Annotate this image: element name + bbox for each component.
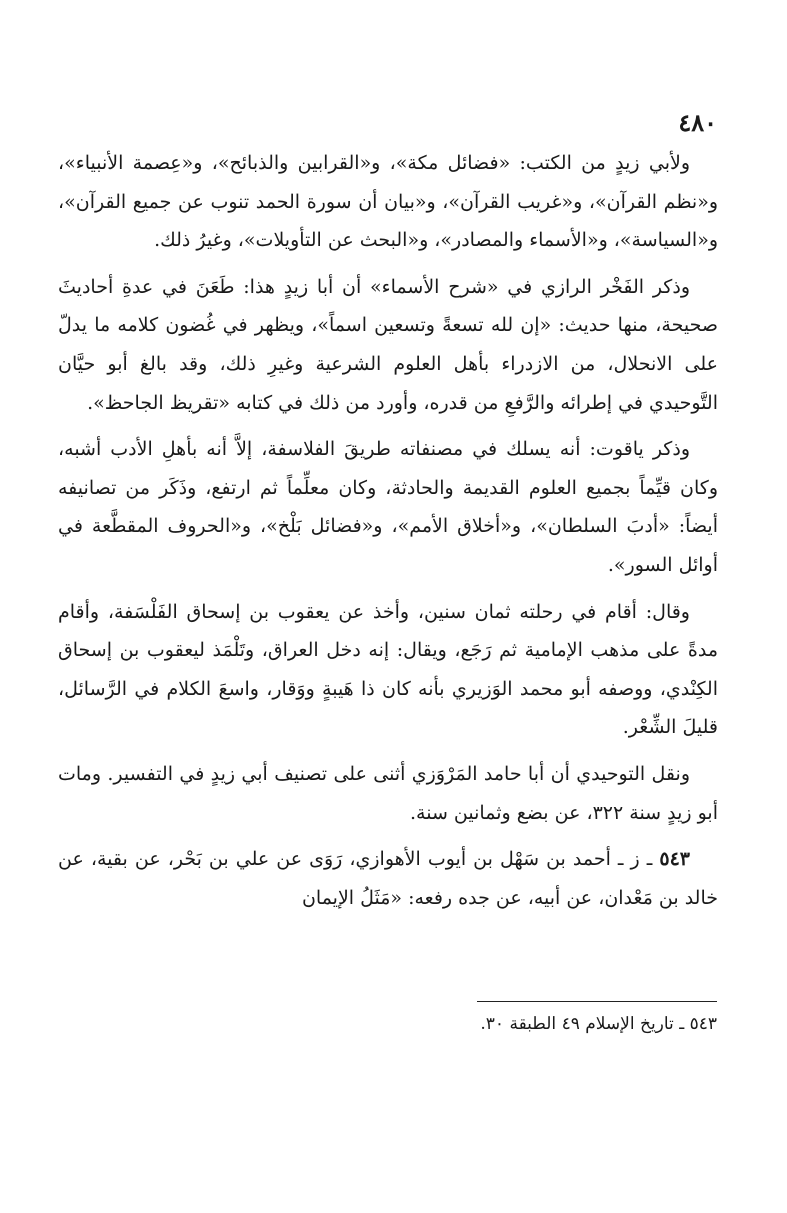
paragraph-death: ونقل التوحيدي أن أبا حامد المَرْوَزي أثنى على تصنيف أبي زيدٍ في التفسير. ومات أبو زيدٍ سنة ٣٢٢، عن بضع وثمانين سنة.: [58, 762, 718, 824]
main-text: [58, 144, 718, 917]
entry-number: ٥٤٣: [659, 848, 690, 871]
footnote-divider: [477, 1001, 717, 1002]
paragraph-yaqut: وذكر ياقوت: أنه يسلك في مصنفاته طريقَ الفلاسفة، إلاَّ أنه بأهلِ الأدب أشبه، وكان قيِّماً بجميع العلوم القديمة والحادثة، وكان معلِّماً ثم ارتفع، وذَكَر من تصانيفه أيضاً: «أدبَ السلطان»، و«أخلاق الأمم»، و«فضائل بَلْخ»، و«الحروف المقطَّعة في أوائل السور».: [58, 438, 718, 576]
page-number: ٤٨٠: [678, 108, 717, 137]
paragraph-books: ولأبي زيدٍ من الكتب: «فضائل مكة»، و«القرابين والذبائح»، و«عِصمة الأنبياء»، و«نظم القرآن»، و«غريب القرآن»، و«بيان أن سورة الحمد تنوب عن جميع القرآن»، و«السياسة»، و«الأسماء والمصادر»، و«البحث عن التأويلات»، وغيرُ ذلك.: [58, 152, 719, 252]
footnote: ٥٤٣ ـ تاريخ الإسلام ٤٩ الطبقة ٣٠.: [480, 1014, 717, 1034]
paragraph-travels: وقال: أقام في رحلته ثمان سنين، وأخذ عن يعقوب بن إسحاق الفَلْسَفة، وأقام مدةً على مذهب الإمامية ثم رَجَع، ويقال: إنه دخل العراق، وتَلْمَذ ليعقوب بن إسحاق الكِنْدي، ووصفه أبو محمد الوَزيري بأنه كان ذا هَيبةٍ ووَقار، واسعَ الكلام في الرَّسائل، قليلَ الشِّعْر.: [58, 600, 718, 739]
paragraph-razi: وذكر الفَخْر الرازي في «شرح الأسماء» أن أبا زيدٍ هذا: طَعَنَ في عدةِ أحاديثَ صحيحة، منها حديث: «إن لله تسعةً وتسعين اسماً»، ويظهر في غُضون كلامه ما يدلّ على الانحلال، من الازدراء بأهل العلوم الشرعية وغيرِ ذلك، وقد بالغ أبو حيَّان التَّوحيدي في إطرائه والرَّفعِ من قدره، وأورد من ذلك في كتابه «تقريظ الجاحظ».: [58, 275, 718, 414]
entry-text: ـ ز ـ أحمد بن سَهْل بن أيوب الأهوازي، رَوَى عن علي بن بَحْر، عن بقية، عن خالد بن مَعْدان، عن أبيه، عن جده رفعه: «مَثَلُ الإيمان: [58, 848, 718, 909]
entry-paragraph: [58, 840, 718, 917]
page-body: [58, 108, 718, 917]
